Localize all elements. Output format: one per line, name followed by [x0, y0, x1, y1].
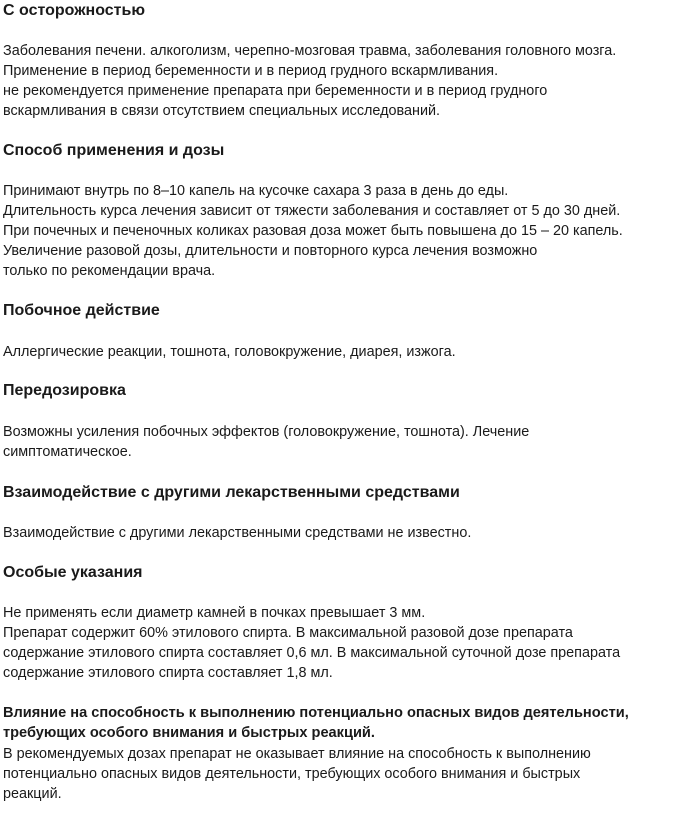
text-line: Аллергические реакции, тошнота, головокружение, диарея, изжога.: [3, 344, 456, 360]
text-line: Возможны усиления побочных эффектов (головокружение, тошнота). Лечение: [3, 424, 530, 440]
text-line: Длительность курса лечения зависит от тяжести заболевания и составляет от 5 до 30 дней.: [3, 203, 621, 219]
text-line: симптоматическое.: [3, 444, 132, 460]
text-line: потенциально опасных видов деятельности, требующих особого внимания и быстрых: [3, 766, 581, 782]
section-title-overdose: Передозировка: [3, 382, 126, 399]
text-line: не рекомендуется применение препарата при беременности и в период грудного: [3, 83, 548, 99]
section-title-side-effects: Побочное действие: [3, 302, 160, 319]
section-title-driving-ability: [3, 703, 684, 743]
text-line: содержание этилового спирта составляет 0,6 мл. В максимальной суточной дозе препарата: [3, 645, 621, 661]
text-line: В рекомендуемых дозах препарат не оказывает влияние на способность к выполнению: [3, 746, 591, 762]
section-title-special-instructions: Особые указания: [3, 564, 143, 581]
section-body-special-instructions: [3, 603, 684, 683]
text-line: При почечных и печеночных коликах разовая доза может быть повышена до 15 – 20 капель.: [3, 223, 623, 239]
section-title-interactions: Взаимодействие с другими лекарственными средствами: [3, 484, 460, 501]
text-line: Взаимодействие с другими лекарственными средствами не известно.: [3, 525, 472, 541]
section-title-precautions: С осторожностью: [3, 2, 145, 19]
section-body-side-effects: [3, 342, 684, 362]
section-title-dosage: Способ применения и дозы: [3, 142, 225, 159]
title-line: требующих особого внимания и быстрых реакций.: [3, 725, 375, 741]
text-line: содержание этилового спирта составляет 1,8 мл.: [3, 665, 333, 681]
section-body-driving-ability: [3, 744, 684, 804]
text-line: Не применять если диаметр камней в почках превышает 3 мм.: [3, 605, 426, 621]
section-body-overdose: [3, 422, 684, 462]
section-body-interactions: [3, 523, 684, 543]
title-line: Влияние на способность к выполнению потенциально опасных видов деятельности,: [3, 705, 629, 721]
text-line: вскармливания в связи отсутствием специальных исследований.: [3, 103, 441, 119]
section-body-dosage: [3, 181, 684, 281]
text-line: Препарат содержит 60% этилового спирта. В максимальной разовой дозе препарата: [3, 625, 573, 641]
text-line: Принимают внутрь по 8–10 капель на кусочке сахара 3 раза в день до еды.: [3, 183, 509, 199]
text-line: Заболевания печени. алкоголизм, черепно-мозговая травма, заболевания головного мозга.: [3, 43, 617, 59]
text-line: Увеличение разовой дозы, длительности и повторного курса лечения возможно: [3, 243, 538, 259]
text-line: только по рекомендации врача.: [3, 263, 216, 279]
text-line: Применение в период беременности и в период грудного вскармливания.: [3, 63, 499, 79]
text-line: реакций.: [3, 786, 62, 802]
section-body-precautions: [3, 41, 684, 121]
